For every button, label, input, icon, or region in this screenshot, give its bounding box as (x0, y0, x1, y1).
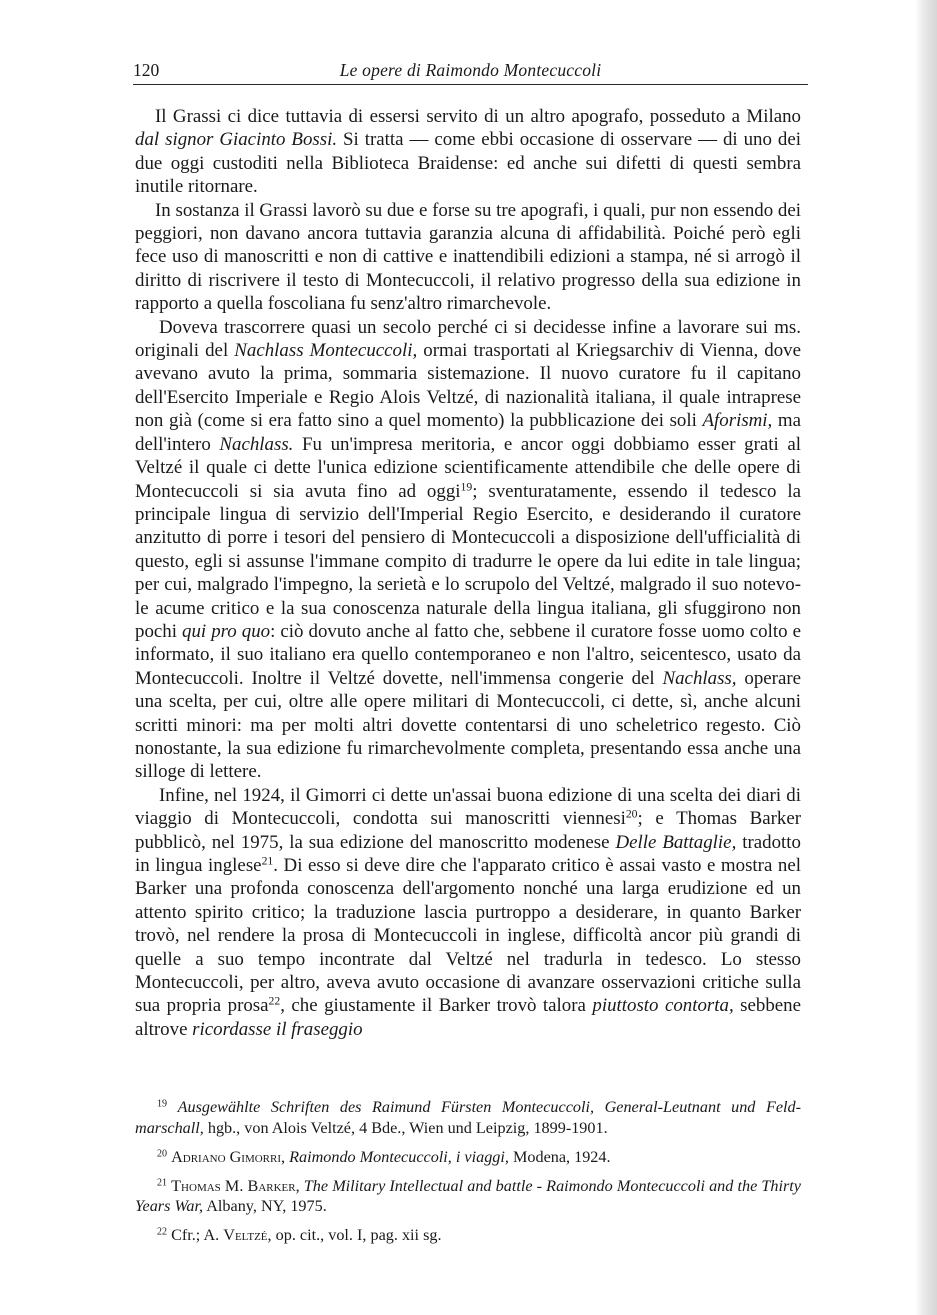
footnote-20: $^{20}$ Adriano Gimorri, Raimondo Montecuccoli, i viaggi, Modena, 1924. (157, 1147, 611, 1166)
footnote-ref-19: 19 (460, 480, 473, 494)
page-number: 120 (133, 60, 160, 80)
running-title: Le opere di Raimondo Montecuccoli (339, 60, 602, 80)
footnotes (135, 1097, 801, 1254)
footnote-22: $^{22}$ Cfr.; A. Veltzé, op. cit., vol. I, pag. xii sg. (157, 1226, 442, 1244)
page-edge-shadow (915, 0, 937, 1315)
running-header (133, 56, 808, 85)
footnote-ref-22: 22 (268, 995, 281, 1008)
footnote-ref-21: 21 (261, 854, 274, 868)
paragraph-4: Infine, nel 1924, il Gimorri ci dette un'assai buona edizione di una scelta dei diari di viaggio di Montecuccoli, condotta sui manoscritti viennesi$^{20}$; e Thomas Barker pubblicò, nel 1975, la sua edizione del manoscritto modenese Delle Battaglie, tradotto in lingua inglese$^{21}$. Di esso si deve dire che l'apparato critico è assai vasto e mostra nel Barker una profonda conoscenza dell'argomento nonché una larga erudizione ed un attento spirito critico; la traduzione lascia purtroppo a desiderare, in quanto Barker trovò, nel rendere la prosa di Montecuccoli in inglese, difficoltà ancor più grandi di quelle a suo tempo incontrate dal Veltzé nel tradurla in tedesco. Lo stesso Montecuccoli, per altro, aveva avuto occasione di avanzare osservazioni critiche sulla sua propria prosa$^{22}$, che giustamente il Barker trovò talora piuttosto contorta, sebbene altrove ricordasse il fraseggio (135, 784, 802, 1040)
paragraph-2: In sostanza il Grassi lavorò su due e forse su tre apografi, i quali, pur non essendo dei peggiori, non davano ancora tuttavia garanzia alcuna di affidabilità. Poiché però egli fece uso di manoscritti e non di cattive e inattendibili edizioni a stampa, né si arrogò il diritto di riscrivere il testo di Montecuccoli, il relativo progresso della sua edizione in rapporto a quella foscoliana fu senz'altro rimarchevole. (135, 199, 801, 315)
footnote-ref-20: 20 (625, 807, 638, 821)
footnote-19: $^{19}$ Ausgewählte Schriften des Raimund Fürsten Montecuccoli, General-Leutnant und Feldmarschall, hgb., von Alois Veltzé, 4 Bde., Wien und Leipzig, 1899-1901. (135, 1098, 801, 1137)
footnote-21: $^{21}$ Thomas M. Barker, The Military Intellectual and battle - Raimondo Montecuccoli and the Thirty Years War, Albany, NY, 1975. (135, 1176, 801, 1215)
paragraph-1: Il Grassi ci dice tuttavia di essersi servito di un altro apografo, posseduto a Milano dal signor Giacinto Bossi. Si tratta — come ebbi occasione di osservare — di uno dei due oggi custoditi nella Biblioteca Braidense: ed anche sui difetti di questi sembra inutile ritornare. (135, 106, 801, 198)
paragraph-3: Doveva trascorrere quasi un secolo perché ci si decidesse infine a lavorare sui ms. originali del Nachlass Montecuccoli, ormai trasportati al Kriegsarchiv di Vienna, dove avevano avuto la prima, sommaria sistemazione. Il nuovo curatore fu il capitano dell'Esercito Imperiale e Regio Alois Veltzé, di nazionalità italiana, il quale intraprese non già (come si era fatto sino a quel momento) la pubblicazione dei soli Aforismi, ma dell'intero Nachlass. Fu un'impresa meritoria, e ancor oggi dobbiamo esser grati al Veltzé il quale ci dette l'unica edizione scientificamente attendibile che delle opere di Montecuccoli si sia avuta fino ad oggi$^{19}$; sventuratamente, essendo il tedesco la principale lingua di servizio dell'Imperial Regio Esercito, e desiderando il curatore anzitutto di porre i tesori del pensiero di Montecuccoli a disposizione dell'ufficialità di questo, egli si assunse l'immane compito di tradurre le opere da lui edite in tale lingua; per cui, malgrado l'impegno, la serietà e lo scrupolo del Veltzé, malgrado il suo notevole acume critico e la sua conoscenza naturale della lingua italiana, gli sfuggirono non pochi qui pro quo: ciò dovuto anche al fatto che, sebbene il curatore fosse uomo colto e informato, il suo italiano era quello contemporaneo e non l'altro, seicentesco, usato da Montecuccoli. Inoltre il Veltzé dovette, nell'immensa congerie del Nachlass, operare una scelta, per cui, oltre alle opere militari di Montecuccoli, ci dette, sì, anche alcuni scritti minori: ma per molti altri dovette contentarsi di uno scheletrico regesto. Ciò nonostante, la sua edizione fu rimarchevolmente completa, presentando essa anche una silloge di lettere. (135, 316, 801, 783)
main-text (135, 105, 801, 1041)
